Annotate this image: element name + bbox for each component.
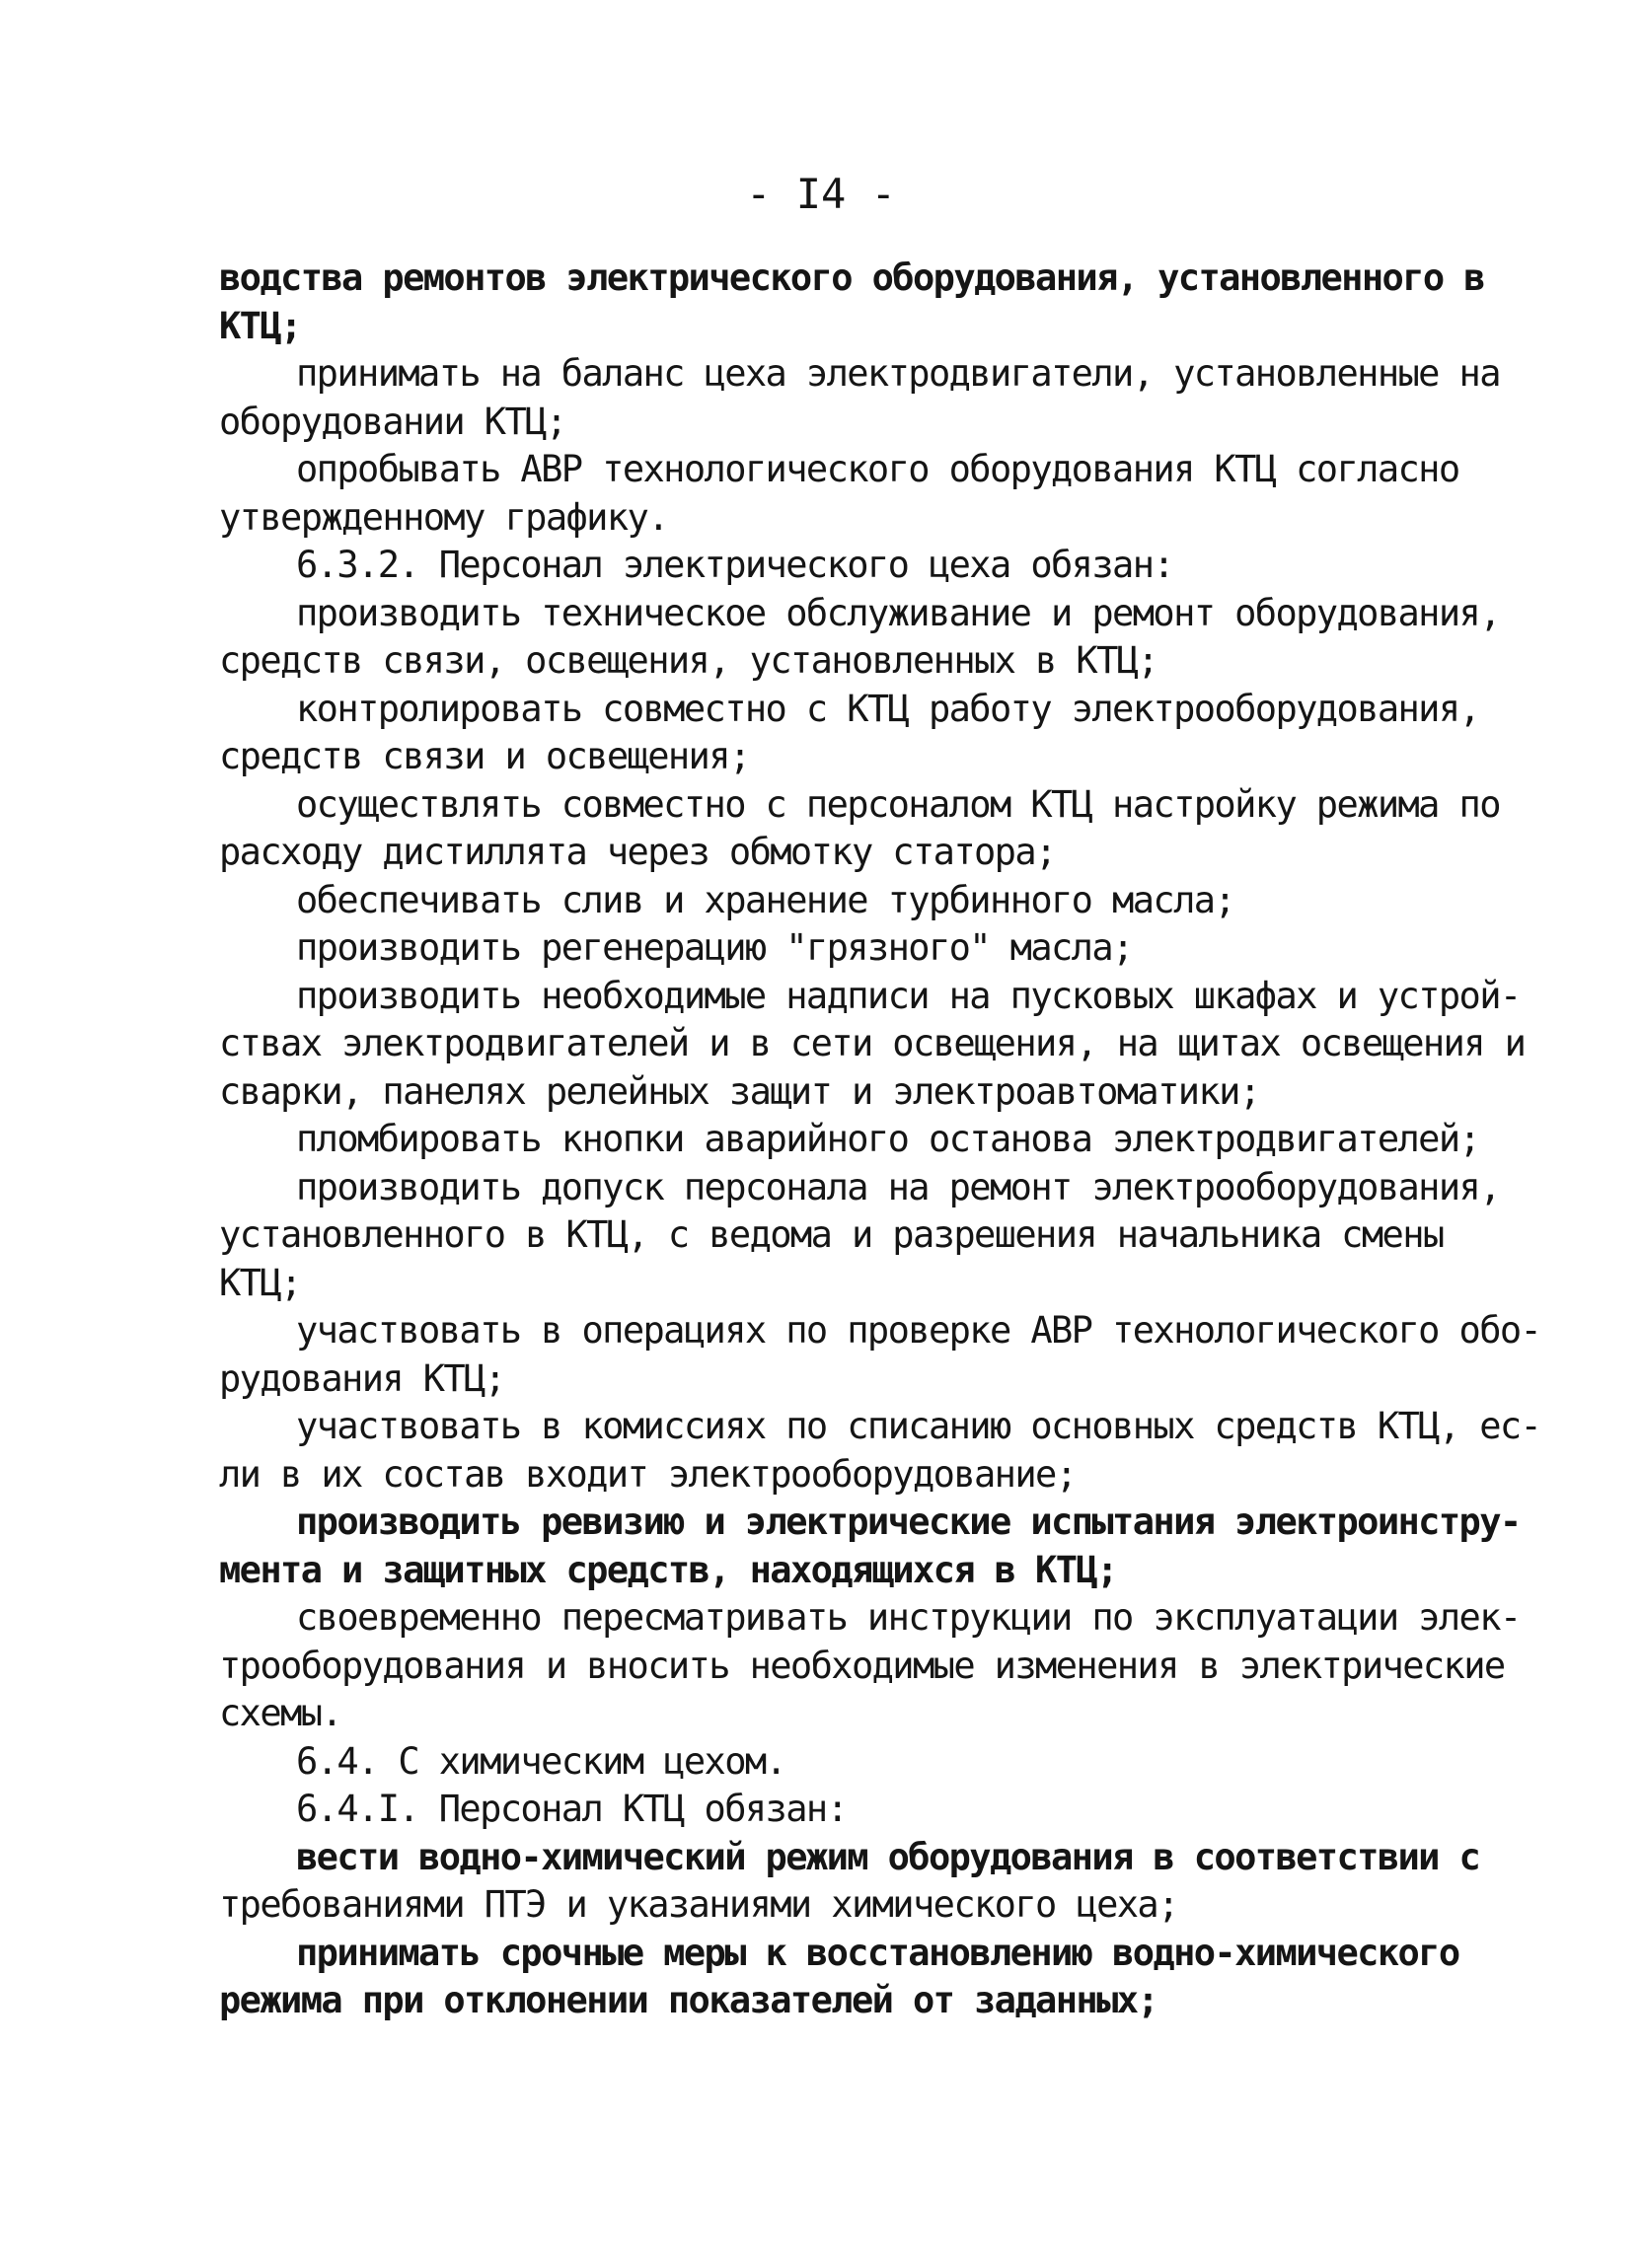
text-line: КТЦ;: [219, 1261, 301, 1304]
text-line: расходу дистиллята через обмотку статора;: [219, 831, 1056, 873]
text-line: производить техническое обслуживание и ремонт оборудования,: [296, 591, 1500, 634]
text-line: мента и защитных средств, находящихся в КТЦ;: [219, 1548, 1117, 1591]
text-line: 6.3.2. Персонал электрического цеха обязан:: [296, 544, 1174, 586]
page-number: - I4 -: [746, 170, 896, 218]
text-line: пломбировать кнопки аварийного останова электродвигателей;: [296, 1118, 1480, 1160]
text-line: опробывать АВР технологического оборудования КТЦ согласно: [296, 448, 1459, 490]
text-line: вести водно-химический режим оборудования в соответствии с: [296, 1835, 1480, 1878]
text-line: режима при отклонении показателей от заданных;: [219, 1979, 1158, 2021]
text-line: водства ремонтов электрического оборудования, установленного в: [219, 256, 1484, 299]
text-line: производить необходимые надписи на пусковых шкафах и устрой-: [296, 974, 1521, 1017]
text-line: оборудовании КТЦ;: [219, 400, 566, 443]
text-line: 6.4.I. Персонал КТЦ обязан:: [296, 1788, 848, 1830]
text-line: участвовать в комиссиях по списанию основных средств КТЦ, ес-: [296, 1405, 1541, 1447]
text-line: контролировать совместно с КТЦ работу электрооборудования,: [296, 687, 1480, 730]
text-line: осуществлять совместно с персоналом КТЦ настройку режима по: [296, 782, 1500, 826]
text-line: своевременно пересматривать инструкции по эксплуатации элек-: [296, 1596, 1521, 1639]
text-line: обеспечивать слив и хранение турбинного масла;: [296, 878, 1235, 921]
text-line: КТЦ;: [219, 304, 301, 347]
text-line: установленного в КТЦ, с ведома и разрешения начальника смены: [219, 1213, 1444, 1256]
text-line: средств связи, освещения, установленных в КТЦ;: [219, 639, 1158, 682]
text-line: требованиями ПТЭ и указаниями химического цеха;: [219, 1883, 1178, 1926]
text-line: производить ревизию и электрические испытания электроинстру-: [296, 1500, 1521, 1543]
text-line: сварки, панелях релейных защит и электроавтоматики;: [219, 1069, 1260, 1113]
text-line: 6.4. С химическим цехом.: [296, 1739, 786, 1783]
body-text: [219, 255, 1541, 2025]
text-line: утвержденному графику.: [219, 495, 668, 539]
text-line: средств связи и освещения;: [219, 735, 750, 777]
text-line: принимать срочные меры к восстановлению водно-химического: [296, 1931, 1459, 1974]
text-line: трооборудования и вносить необходимые изменения в электрические: [219, 1644, 1505, 1687]
text-line: схемы.: [219, 1692, 342, 1734]
text-line: ли в их состав входит электрооборудование;: [219, 1452, 1077, 1496]
text-line: производить регенерацию "грязного" масла;: [296, 926, 1133, 969]
text-line: производить допуск персонала на ремонт электрооборудования,: [296, 1165, 1500, 1208]
text-line: рудования КТЦ;: [219, 1356, 505, 1400]
text-line: ствах электродвигателей и в сети освещения, на щитах освещения и: [219, 1022, 1526, 1064]
text-line: принимать на баланс цеха электродвигатели, установленные на: [296, 352, 1500, 395]
text-line: участвовать в операциях по проверке АВР технологического обо-: [296, 1309, 1541, 1352]
